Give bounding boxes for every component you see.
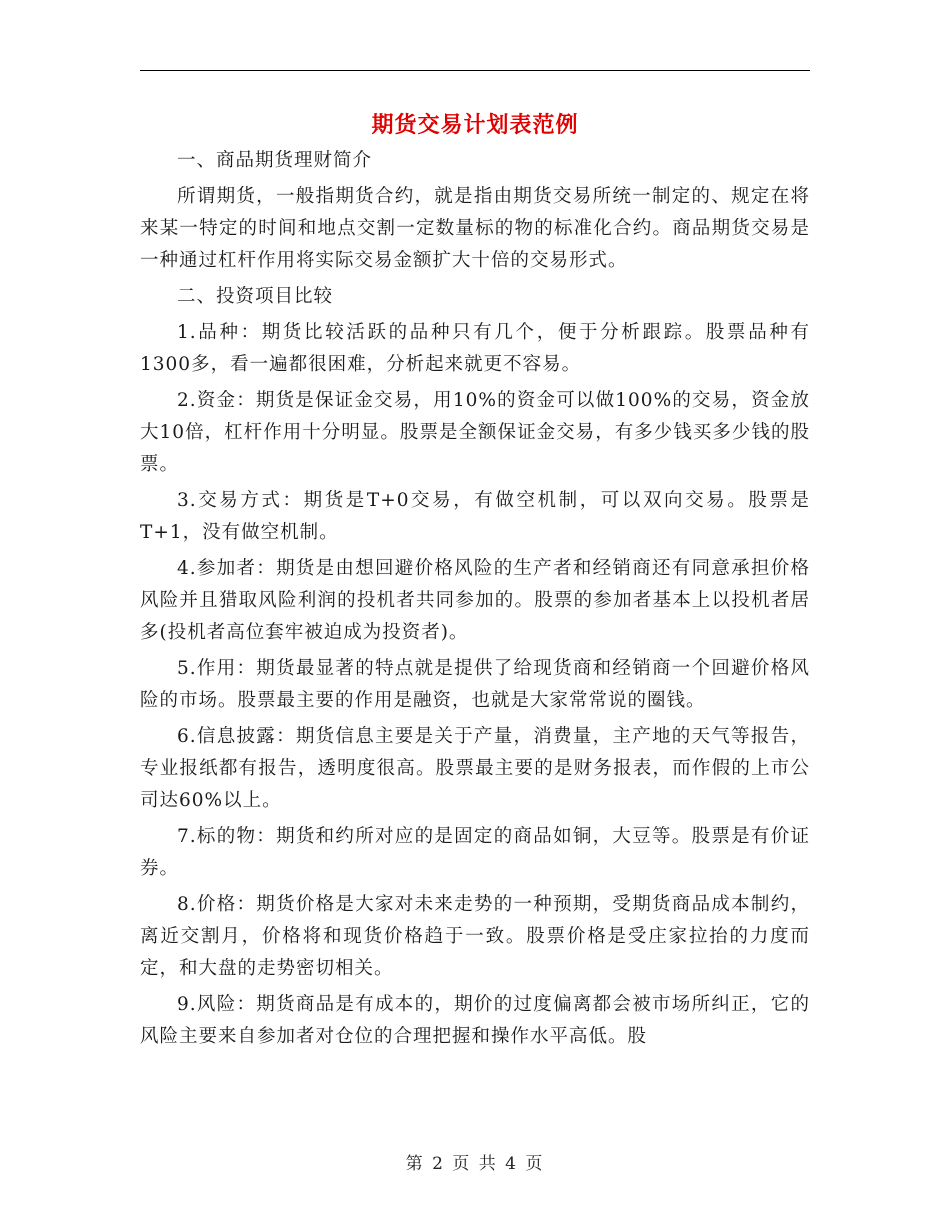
body-paragraph: 8.价格：期货价格是大家对未来走势的一种预期，受期货商品成本制约，离近交割月，价格将和现货价格趋于一致。股票价格是受庄家拉抬的力度而定，和大盘的走势密切相关。: [140, 894, 810, 979]
document-title: 期货交易计划表范例: [371, 112, 579, 138]
header-rule: [140, 70, 810, 71]
page-footer: 第 2 页 共 4 页: [405, 1154, 545, 1174]
document-body: [140, 145, 810, 1057]
body-paragraph: 2.资金：期货是保证金交易，用10%的资金可以做100%的交易，资金放大10倍，杠杆作用十分明显。股票是全额保证金交易，有多少钱买多少钱的股票。: [140, 390, 810, 475]
body-paragraph: 5.作用：期货最显著的特点就是提供了给现货商和经销商一个回避价格风险的市场。股票最主要的作用是融资，也就是大家常常说的圈钱。: [140, 658, 810, 711]
body-paragraph: 3.交易方式：期货是T+0交易，有做空机制，可以双向交易。股票是T+1，没有做空机制。: [140, 490, 810, 543]
section-heading: 二、投资项目比较: [177, 286, 334, 307]
body-paragraph: 1.品种：期货比较活跃的品种只有几个，便于分析跟踪。股票品种有1300多，看一遍都很困难，分析起来就更不容易。: [140, 322, 810, 375]
body-paragraph: 4.参加者：期货是由想回避价格风险的生产者和经销商还有同意承担价格风险并且猎取风险利润的投机者共同参加的。股票的参加者基本上以投机者居多(投机者高位套牢被迫成为投资者)。: [140, 558, 810, 643]
section-heading: 一、商品期货理财简介: [177, 150, 373, 171]
body-paragraph: 9.风险：期货商品是有成本的，期价的过度偏离都会被市场所纠正，它的风险主要来自参加者对仓位的合理把握和操作水平高低。股: [140, 994, 810, 1047]
body-paragraph: 6.信息披露：期货信息主要是关于产量，消费量，主产地的天气等报告，专业报纸都有报告，透明度很高。股票最主要的是财务报表，而作假的上市公司达60%以上。: [140, 726, 810, 811]
body-paragraph: 所谓期货，一般指期货合约，就是指由期货交易所统一制定的、规定在将来某一特定的时间和地点交割一定数量标的物的标准化合约。商品期货交易是一种通过杠杆作用将实际交易金额扩大十倍的交易形式。: [140, 186, 810, 271]
body-paragraph: 7.标的物：期货和约所对应的是固定的商品如铜，大豆等。股票是有价证券。: [140, 826, 810, 879]
